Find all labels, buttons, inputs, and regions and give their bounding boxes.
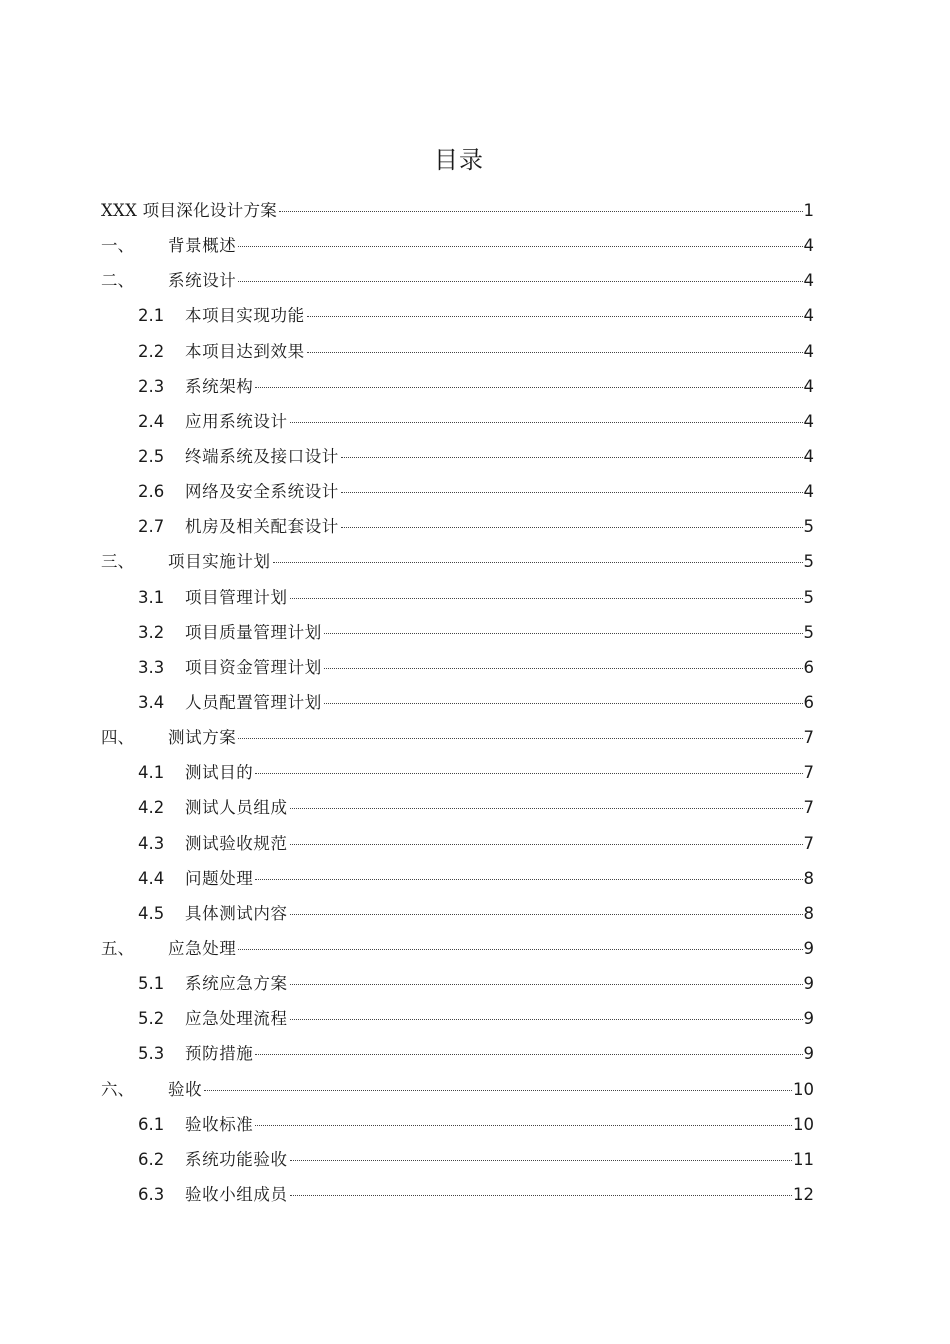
toc-entry-number: 五、 (101, 938, 134, 958)
toc-entry[interactable] (101, 544, 814, 579)
toc-entry-label: 测试人员组成 (185, 798, 288, 818)
toc-entry-label: 系统设计 (168, 271, 237, 291)
toc-entry-page-number: 5 (803, 622, 814, 642)
toc-dot-leader (290, 914, 803, 915)
toc-entry-label: 项目管理计划 (185, 587, 288, 607)
toc-entry-number: 4.2 (138, 798, 165, 818)
toc-entry-label: 项目实施计划 (168, 552, 271, 572)
toc-entry-label: 验收 (168, 1079, 203, 1099)
toc-entry-page-number: 4 (803, 271, 814, 291)
toc-entry-label: 验收小组成员 (185, 1184, 288, 1204)
toc-entry-number: 3.1 (138, 587, 165, 607)
toc-entry[interactable] (101, 931, 814, 966)
toc-entry[interactable] (101, 1036, 814, 1071)
toc-entry[interactable] (101, 861, 814, 896)
toc-dot-leader (255, 879, 802, 880)
toc-entry-number: 2.5 (138, 446, 165, 466)
toc-entry-label: 人员配置管理计划 (185, 692, 322, 712)
toc-entry-number: 四、 (101, 728, 134, 748)
toc-entry-page-number: 1 (803, 201, 814, 220)
toc-entry[interactable] (101, 650, 814, 685)
toc-entry[interactable] (101, 1142, 814, 1177)
toc-entry-number: 5.3 (138, 1044, 165, 1064)
toc-dot-leader (341, 492, 803, 493)
toc-entry[interactable] (101, 685, 814, 720)
toc-entry-number: 6.1 (138, 1114, 165, 1134)
toc-entry-page-number: 9 (803, 1009, 814, 1029)
toc-dot-leader (255, 1125, 792, 1126)
toc-entry-page-number: 6 (803, 657, 814, 677)
toc-entry-number: 二、 (101, 271, 134, 291)
toc-dot-leader (255, 773, 802, 774)
toc-entry-page-number: 4 (803, 376, 814, 396)
toc-dot-leader (307, 352, 803, 353)
toc-entry-page-number: 4 (803, 341, 814, 361)
toc-entry[interactable] (101, 404, 814, 439)
toc-dot-leader (324, 633, 803, 634)
toc-dot-leader (204, 1090, 792, 1091)
toc-entry-number: 2.3 (138, 376, 165, 396)
toc-entry-number: 6.3 (138, 1184, 165, 1204)
toc-entry-page-number: 8 (803, 868, 814, 888)
toc-entry[interactable] (101, 790, 814, 825)
toc-dot-leader (290, 1019, 803, 1020)
toc-entry-label: 应急处理 (168, 938, 237, 958)
toc-entry-page-number: 4 (803, 306, 814, 326)
toc-entry-number: 4.5 (138, 903, 165, 923)
toc-entry-number: 4.4 (138, 868, 165, 888)
toc-entry[interactable] (101, 474, 814, 509)
toc-entry-label: 本项目达到效果 (185, 341, 305, 361)
toc-entry[interactable] (101, 228, 814, 263)
toc-dot-leader (290, 984, 803, 985)
toc-entry-page-number: 4 (803, 482, 814, 502)
toc-entry[interactable] (101, 755, 814, 790)
toc-entry-label: 应急处理流程 (185, 1009, 288, 1029)
toc-entry[interactable] (101, 193, 814, 228)
toc-entry-label: 项目质量管理计划 (185, 622, 322, 642)
toc-entry-label: 测试目的 (185, 763, 254, 783)
toc-entry-label: 测试方案 (168, 728, 237, 748)
toc-entry-number: 2.6 (138, 482, 165, 502)
toc-dot-leader (273, 562, 803, 563)
toc-entry-page-number: 4 (803, 446, 814, 466)
toc-entry-number: 2.7 (138, 517, 165, 537)
toc-entry-page-number: 7 (803, 763, 814, 783)
toc-entry-page-number: 7 (803, 798, 814, 818)
toc-entry-label: 预防措施 (185, 1044, 254, 1064)
toc-dot-leader (341, 457, 803, 458)
toc-entry[interactable] (101, 1177, 814, 1212)
toc-entry-label: 验收标准 (185, 1114, 254, 1134)
toc-entry[interactable] (101, 509, 814, 544)
toc-dot-leader (255, 1054, 802, 1055)
toc-dot-leader (341, 527, 803, 528)
toc-dot-leader (324, 703, 803, 704)
toc-entry[interactable] (101, 896, 814, 931)
toc-entry-page-number: 10 (793, 1114, 814, 1134)
toc-entry-label: 网络及安全系统设计 (185, 482, 339, 502)
toc-entry-number: 三、 (101, 552, 134, 572)
toc-entry-number: 2.2 (138, 341, 165, 361)
toc-entry-number: 六、 (101, 1079, 134, 1099)
toc-entry-label: 系统功能验收 (185, 1149, 288, 1169)
toc-entry-page-number: 4 (803, 411, 814, 431)
toc-entry-label: 机房及相关配套设计 (185, 517, 339, 537)
toc-dot-leader (324, 668, 803, 669)
toc-dot-leader (290, 808, 803, 809)
toc-entry[interactable] (101, 369, 814, 404)
toc-entry-page-number: 9 (803, 938, 814, 958)
toc-entry[interactable] (101, 1107, 814, 1142)
toc-entry-page-number: 5 (803, 517, 814, 537)
toc-entry-page-number: 9 (803, 1044, 814, 1064)
toc-entry-number: 4.1 (138, 763, 165, 783)
toc-dot-leader (279, 211, 802, 212)
toc-entry-label: 测试验收规范 (185, 833, 288, 853)
toc-entry-number: 2.1 (138, 306, 165, 326)
toc-entry-number: 3.4 (138, 692, 165, 712)
toc-entry-page-number: 4 (803, 236, 814, 256)
toc-entry-label: 系统应急方案 (185, 974, 288, 994)
toc-entry-label: 具体测试内容 (185, 903, 288, 923)
toc-entry-label: 系统架构 (185, 376, 254, 396)
toc-dot-leader (290, 1195, 792, 1196)
toc-entry-page-number: 8 (803, 903, 814, 923)
toc-entry[interactable] (101, 263, 814, 298)
toc-entry-number: 3.2 (138, 622, 165, 642)
toc-dot-leader (307, 316, 803, 317)
toc-title: 目录 (434, 146, 484, 174)
toc-entry-number: 4.3 (138, 833, 165, 853)
toc-dot-leader (290, 598, 803, 599)
toc-entry[interactable] (101, 1072, 814, 1107)
toc-dot-leader (238, 246, 802, 247)
toc-dot-leader (238, 738, 802, 739)
toc-entry-page-number: 7 (803, 833, 814, 853)
toc-list (101, 193, 814, 1212)
toc-entry-page-number: 6 (803, 692, 814, 712)
toc-dot-leader (290, 844, 803, 845)
toc-entry-number: 5.2 (138, 1009, 165, 1029)
toc-dot-leader (290, 422, 803, 423)
toc-dot-leader (238, 949, 802, 950)
toc-dot-leader (290, 1160, 792, 1161)
toc-entry-page-number: 9 (803, 974, 814, 994)
toc-entry-number: 6.2 (138, 1149, 165, 1169)
toc-entry-label: 问题处理 (185, 868, 254, 888)
toc-entry-page-number: 7 (803, 728, 814, 748)
toc-entry[interactable] (101, 580, 814, 615)
toc-dot-leader (238, 281, 802, 282)
toc-entry-page-number: 5 (803, 587, 814, 607)
toc-entry[interactable] (101, 826, 814, 861)
toc-entry-number: 5.1 (138, 974, 165, 994)
toc-entry-number: 2.4 (138, 411, 165, 431)
toc-entry-label: 背景概述 (168, 236, 237, 256)
toc-entry-number: 一、 (101, 236, 134, 256)
toc-entry-label: XXX 项目深化设计方案 (101, 201, 278, 220)
toc-entry[interactable] (101, 720, 814, 755)
toc-entry-number: 3.3 (138, 657, 165, 677)
toc-entry[interactable] (101, 615, 814, 650)
toc-entry-page-number: 11 (793, 1149, 814, 1169)
toc-entry-page-number: 12 (793, 1184, 814, 1204)
toc-entry[interactable] (101, 439, 814, 474)
toc-entry-label: 项目资金管理计划 (185, 657, 322, 677)
toc-entry-label: 本项目实现功能 (185, 306, 305, 326)
toc-entry-label: 应用系统设计 (185, 411, 288, 431)
toc-entry-page-number: 10 (793, 1079, 814, 1099)
toc-entry-label: 终端系统及接口设计 (185, 446, 339, 466)
toc-entry[interactable] (101, 298, 814, 333)
toc-entry[interactable] (101, 334, 814, 369)
toc-entry-page-number: 5 (803, 552, 814, 572)
toc-dot-leader (255, 387, 802, 388)
toc-entry[interactable] (101, 1001, 814, 1036)
toc-entry[interactable] (101, 966, 814, 1001)
